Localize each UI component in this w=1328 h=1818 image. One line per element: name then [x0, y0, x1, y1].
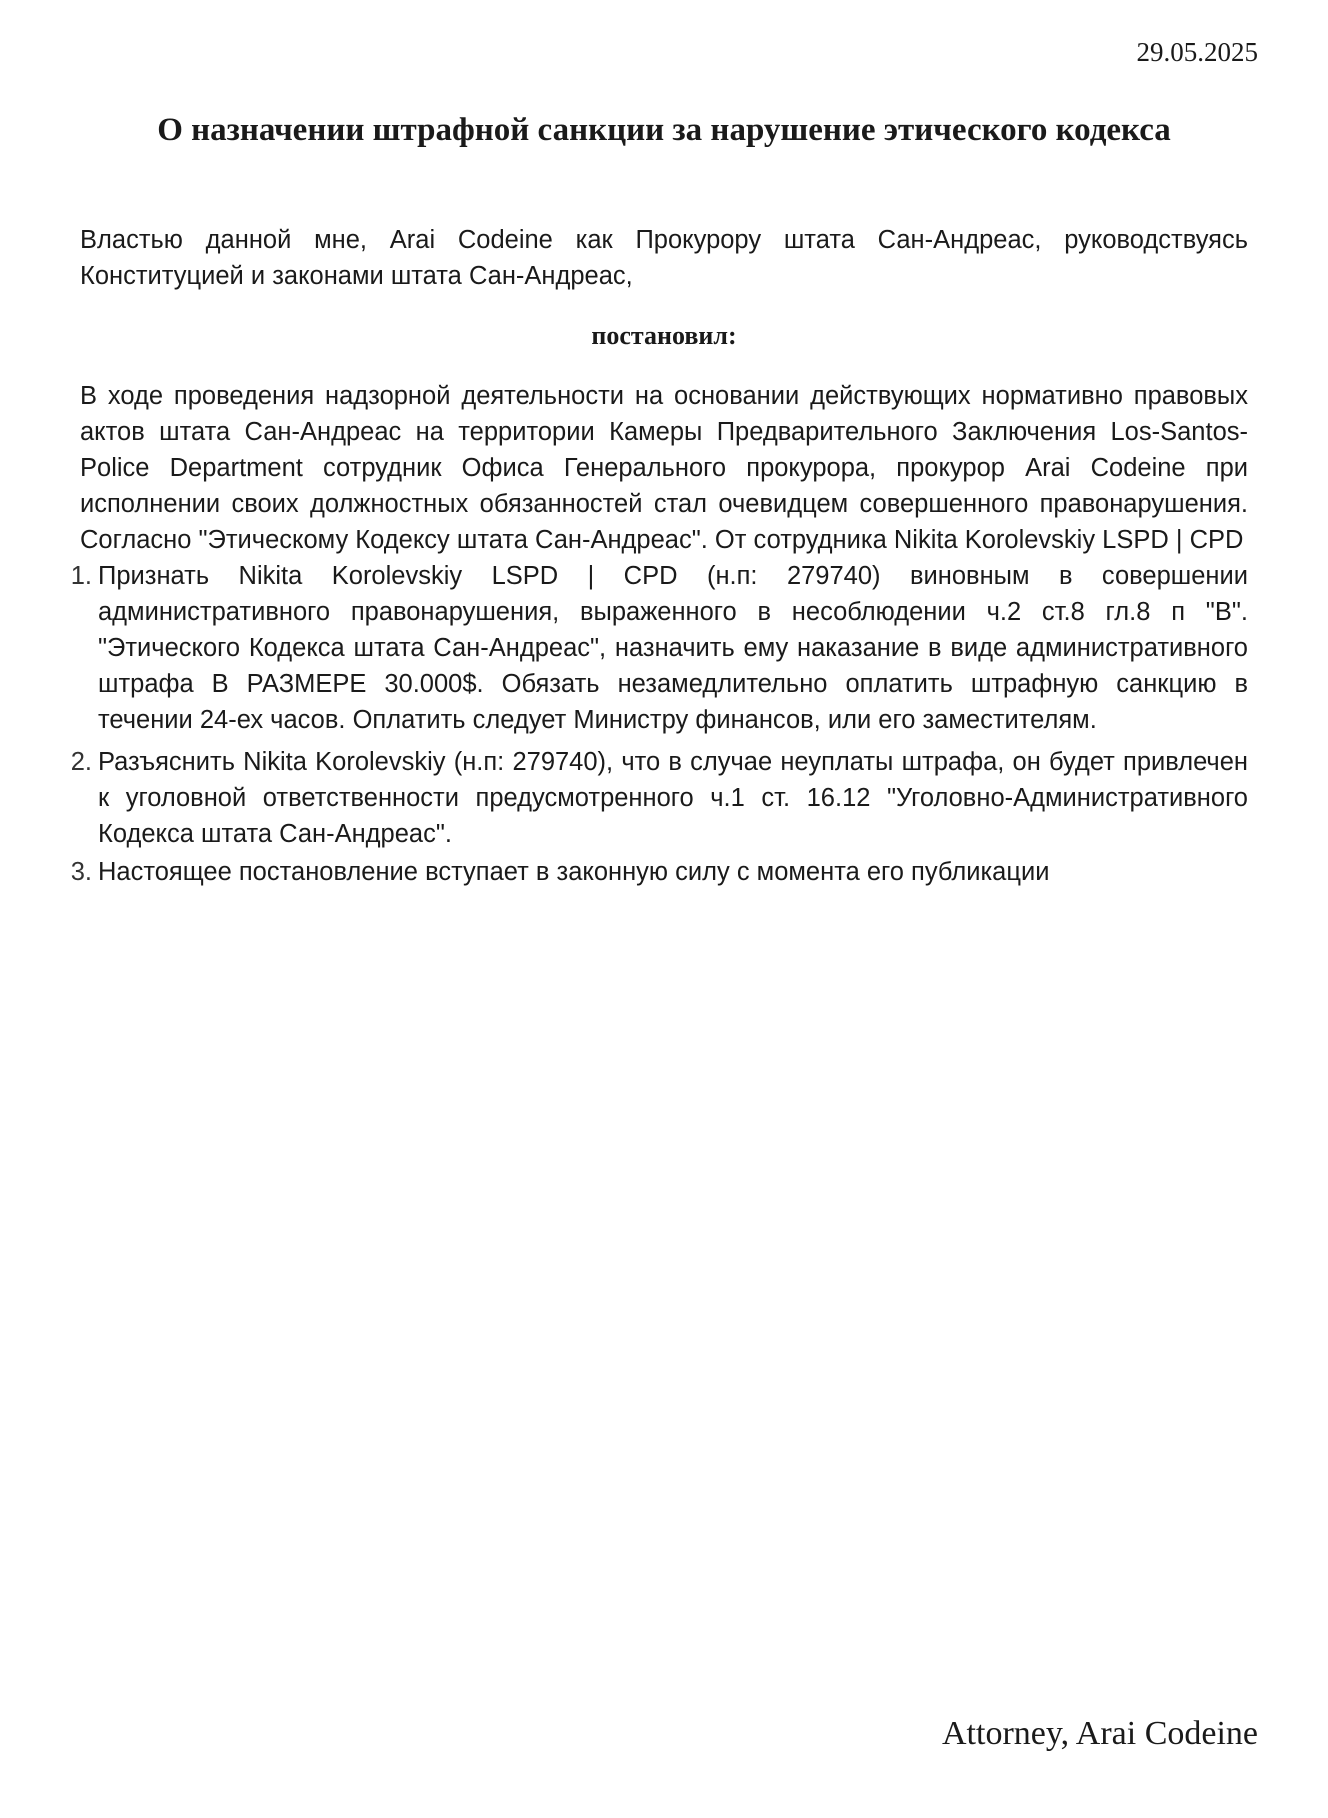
list-item [70, 744, 1248, 852]
list-item-number: 3. [70, 858, 92, 886]
resolution-list [70, 558, 1248, 890]
body-paragraph: В ходе проведения надзорной деятельности на основании действующих нормативно правовых актов штата Сан-Андреас на территории Камеры Предварительного Заключения Los-Santos-Police Department сотрудник Офиса Генерального прокурора, прокурор Arai Codeine при исполнении своих должностных обязанностей стал очевидцем совершенного правонарушения. Согласно "Этическому Кодексу штата Сан-Андреас". От сотрудника Nikita Korolevskiy LSPD | CPD [80, 382, 1248, 554]
signature: Attorney, Arai Codeine [942, 1715, 1258, 1752]
list-item-number: 1. [70, 562, 92, 590]
document-title: О назначении штрафной санкции за нарушение этического кодекса [157, 112, 1171, 148]
document-content [70, 222, 1248, 890]
list-item-text: Настоящее постановление вступает в законную силу с момента его публикации [98, 858, 1050, 886]
resolved-heading: постановил: [591, 321, 737, 350]
list-item [70, 558, 1248, 738]
list-item [70, 854, 1248, 890]
list-item-text: Разъяснить Nikita Korolevskiy (н.п: 279740), что в случае неуплаты штрафа, он будет привлечен к уголовной ответственности предусмотренного ч.1 ст. 16.12 "Уголовно-Административного Кодекса штата Сан-Андреас". [98, 748, 1248, 848]
document-date: 29.05.2025 [1136, 37, 1258, 67]
intro-paragraph: Властью данной мне, Arai Codeine как Прокурору штата Сан-Андреас, руководствуясь Конституцией и законами штата Сан-Андреас, [80, 226, 1248, 290]
list-item-text: Признать Nikita Korolevskiy LSPD | CPD (н.п: 279740) виновным в совершении административного правонарушения, выраженного в несоблюдении ч.2 ст.8 гл.8 п "В". "Этического Кодекса штата Сан-Андреас", назначить ему наказание в виде административного штрафа В РАЗМЕРЕ 30.000$. Обязать незамедлительно оплатить штрафную санкцию в течении 24-ех часов. Оплатить следует Министру финансов, или его заместителям. [98, 562, 1248, 734]
list-item-number: 2. [70, 748, 92, 776]
